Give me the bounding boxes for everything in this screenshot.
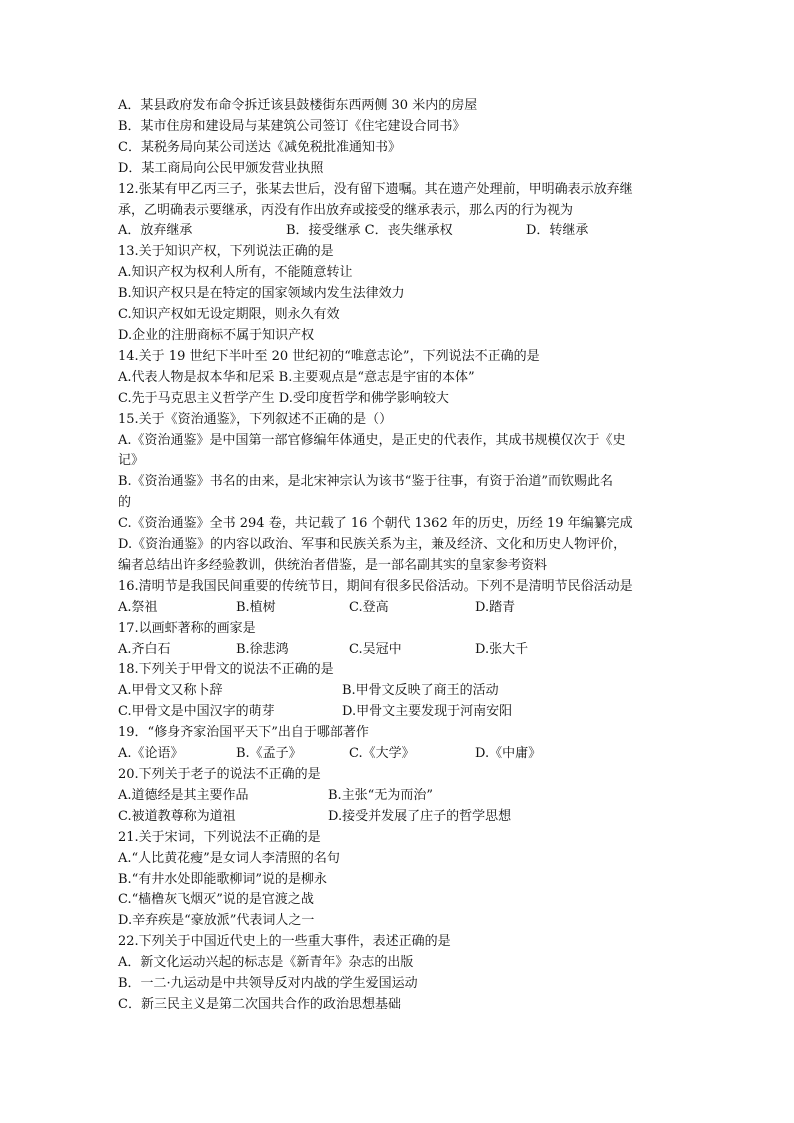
q16-option-c: C.登高	[349, 599, 389, 615]
q20-stem: 20.下列关于老子的说法不正确的是	[118, 767, 321, 782]
q17-option-d: D.张大千	[475, 641, 529, 657]
q22-option-a: A．新文化运动兴起的标志是《新青年》杂志的出版	[118, 955, 414, 971]
q15-option-b-line1: B.《资治通鉴》书名的由来，是北宋神宗认为该书“鉴于往事，有资于治道”而钦赐此名	[118, 474, 613, 490]
q20-option-c: C.被道教尊称为道祖	[118, 808, 236, 824]
q15-option-b-line2: 的	[118, 495, 132, 511]
q17-options	[118, 640, 678, 661]
q11-option-a: A．某县政府发布命令拆迁该县鼓楼街东西两侧 30 米内的房屋	[118, 98, 478, 113]
q12-option-bc: B．接受继承 C．丧失继承权	[286, 223, 453, 239]
q16-stem: 16.清明节是我国民间重要的传统节日，期间有很多民俗活动。下列不是清明节民俗活动是	[118, 578, 633, 594]
q12-option-a: A．放弃继承	[118, 223, 193, 239]
q12-options	[118, 221, 678, 242]
q12-option-d: D．转继承	[526, 223, 589, 239]
q21-option-a: A.“人比黄花瘦”是女词人李清照的名句	[118, 850, 340, 866]
q22-stem: 22.下列关于中国近代史上的一些重大事件，表述正确的是	[118, 934, 451, 950]
q15-stem: 15.关于《资治通鉴》，下列叙述不正确的是（）	[118, 411, 393, 427]
q18-options-ab	[118, 681, 678, 702]
q19-option-c: C.《大学》	[349, 746, 415, 762]
q15-option-a-line2: 记》	[118, 453, 145, 469]
q20-option-b: B.主张“无为而治”	[328, 787, 433, 803]
q15-option-d-line1: D.《资治通鉴》的内容以政治、军事和民族关系为主，兼及经济、文化和历史人物评价，	[118, 537, 627, 553]
q11-option-c: C．某税务局向某公司送达《减免税批准通知书》	[118, 139, 401, 155]
q21-option-b: B.“有井水处即能歌柳词”说的是柳永	[118, 871, 327, 887]
q15-option-c: C.《资治通鉴》全书 294 卷，共记载了 16 个朝代 1362 年的历史，历经 19 年编纂完成	[118, 516, 633, 532]
q19-option-a: A.《论语》	[118, 746, 184, 762]
q18-option-d: D.甲骨文主要发现于河南安阳	[342, 704, 513, 720]
q16-option-a: A.祭祖	[118, 599, 158, 615]
q17-option-c: C.吴冠中	[349, 641, 402, 657]
q13-option-a: A.知识产权为权利人所有，不能随意转让	[118, 265, 353, 281]
q12-stem-line1: 12.张某有甲乙丙三子，张某去世后，没有留下遗嘱。其在遗产处理前，甲明确表示放弃继	[118, 181, 633, 197]
q17-stem: 17.以画虾著称的画家是	[118, 620, 256, 636]
q22-option-c: C．新三民主义是第二次国共合作的政治思想基础	[118, 996, 401, 1012]
q18-option-c: C.甲骨文是中国汉字的萌芽	[118, 704, 275, 720]
q19-stem: 19．“修身齐家治国平天下”出自于哪部著作	[118, 725, 369, 741]
exam-page	[118, 96, 678, 1016]
q18-option-b: B.甲骨文反映了商王的活动	[342, 683, 499, 699]
q18-options-cd	[118, 702, 678, 723]
q13-option-c: C.知识产权如无设定期限，则永久有效	[118, 307, 340, 323]
q14-options-cd: C.先于马克思主义哲学产生 D.受印度哲学和佛学影响较大	[118, 390, 449, 406]
q17-option-b: B.徐悲鸿	[236, 641, 289, 657]
q13-option-d: D.企业的注册商标不属于知识产权	[118, 327, 315, 343]
q14-stem: 14.关于 19 世纪下半叶至 20 世纪初的“唯意志论”，下列说法不正确的是	[118, 348, 540, 364]
q14-options-ab: A.代表人物是叔本华和尼采 B.主要观点是“意志是宇宙的本体”	[118, 369, 475, 385]
q18-stem: 18.下列关于甲骨文的说法不正确的是	[118, 662, 334, 678]
q16-options	[118, 598, 678, 619]
q12-stem-line2: 承，乙明确表示要继承，丙没有作出放弃或接受的继承表示，那么丙的行为视为	[118, 202, 574, 218]
q21-option-c: C.“樯橹灰飞烟灭”说的是官渡之战	[118, 892, 314, 908]
q11-option-b: B．某市住房和建设局与某建筑公司签订《住宅建设合同书》	[118, 118, 466, 134]
q17-option-a: A.齐白石	[118, 641, 171, 657]
q19-options	[118, 744, 678, 765]
q15-option-a-line1: A.《资治通鉴》是中国第一部官修编年体通史，是正史的代表作，其成书规模仅次于《史	[118, 432, 626, 448]
q16-option-d: D.踏青	[475, 599, 516, 615]
q11-option-d: D．某工商局向公民甲颁发营业执照	[118, 160, 324, 176]
q21-stem: 21.关于宋词，下列说法不正确的是	[118, 829, 321, 845]
q16-option-b: B.植树	[236, 599, 276, 615]
q20-options-cd	[118, 807, 678, 828]
q19-option-b: B.《孟子》	[236, 746, 302, 762]
q13-option-b: B.知识产权只是在特定的国家领域内发生法律效力	[118, 286, 405, 302]
q21-option-d: D.辛弃疾是“豪放派”代表词人之一	[118, 913, 315, 929]
q19-option-d: D.《中庸》	[475, 746, 542, 762]
q13-stem: 13.关于知识产权，下列说法正确的是	[118, 244, 334, 260]
q20-option-d: D.接受并发展了庄子的哲学思想	[328, 808, 512, 824]
q15-option-d-line2: 编者总结出许多经验教训，供统治者借鉴，是一部名副其实的皇家参考资料	[118, 557, 548, 573]
q20-options-ab	[118, 786, 678, 807]
q18-option-a: A.甲骨文又称卜辞	[118, 683, 223, 699]
q22-option-b: B．一二·九运动是中共领导反对内战的学生爱国运动	[118, 976, 418, 992]
q20-option-a: A.道德经是其主要作品	[118, 787, 249, 803]
